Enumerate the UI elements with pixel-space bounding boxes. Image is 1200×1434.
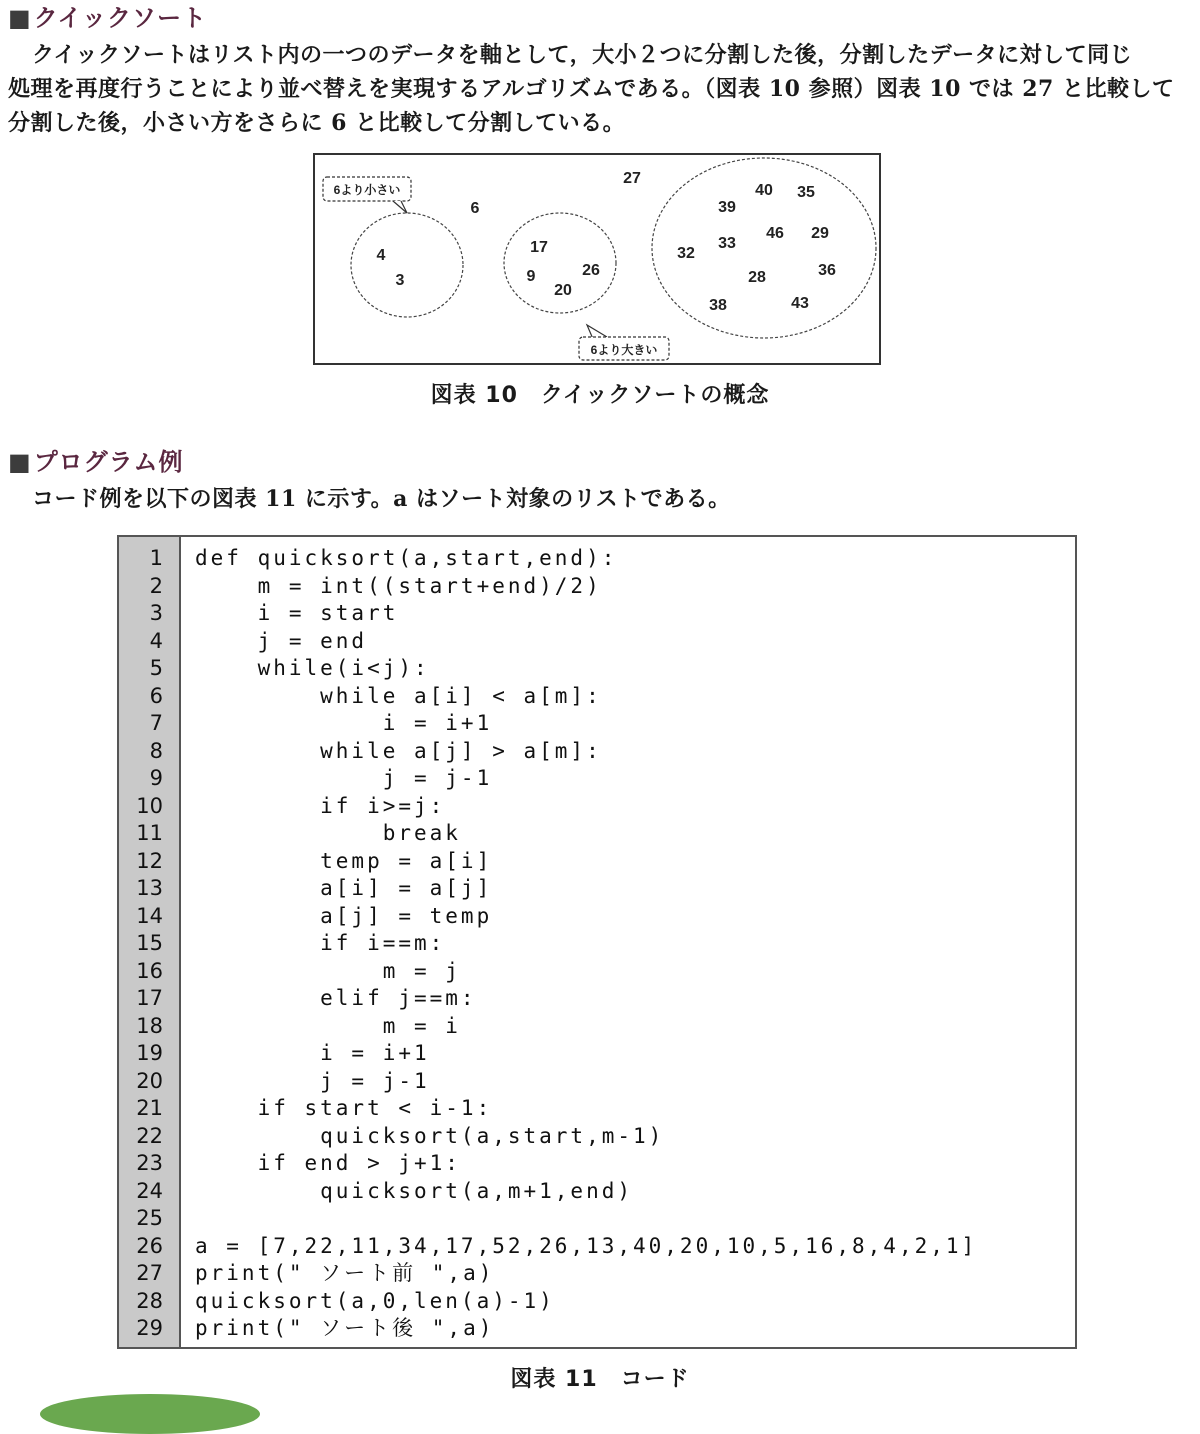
heading-text: プログラム例: [33, 448, 184, 476]
code-text: elif j==m:: [195, 986, 477, 1010]
number: 39: [718, 199, 736, 216]
code-line: [119, 848, 1075, 876]
number: 46: [766, 225, 784, 242]
callout-smaller-than-6: [323, 177, 411, 213]
code-line: [119, 1178, 1075, 1206]
line-number: 4: [149, 628, 163, 653]
line-number: 25: [136, 1206, 163, 1230]
code-text: while a[j] > a[m]:: [195, 738, 602, 763]
code-text: m = i: [195, 1013, 461, 1038]
heading-square-marker: ■: [8, 4, 32, 32]
code-line: [119, 1013, 1075, 1041]
number: 35: [797, 184, 815, 201]
paragraph-line: コード例を以下の図表 11 に示す。a はソート対象のリストである。: [32, 486, 731, 512]
code-line: [119, 903, 1075, 931]
code-text: i = i+1: [195, 1041, 430, 1065]
paragraph-line: 分割した後，小さい方をさらに 6 と比較して分割している。: [8, 110, 626, 136]
code-line: [119, 710, 1075, 738]
code-line: [119, 930, 1075, 958]
quicksort-concept-figure: [313, 153, 881, 365]
code-line: [119, 1288, 1075, 1316]
line-number: 6: [149, 683, 163, 708]
code-line: [119, 1205, 1075, 1233]
pivot-6: 6: [470, 200, 480, 217]
number: 32: [677, 245, 695, 262]
paragraph-line: 処理を再度行うことにより並べ替えを実現するアルゴリズムである。（図表 10 参照）図表 10 では 27 と比較して: [8, 76, 1175, 102]
code-text: if i==m:: [195, 931, 446, 955]
line-number: 29: [136, 1316, 163, 1340]
code-line: [119, 875, 1075, 903]
line-number: 22: [136, 1123, 163, 1148]
number: 17: [530, 239, 548, 256]
number: 20: [554, 282, 572, 299]
code-line: [119, 1315, 1075, 1343]
code-line: [119, 1260, 1075, 1288]
figure10-caption: 図表 10 クイックソートの概念: [430, 383, 770, 408]
callout-larger-than-6: [579, 325, 669, 360]
line-number: 1: [149, 546, 163, 570]
number: 3: [395, 272, 405, 289]
code-line: [119, 985, 1075, 1013]
line-number: 5: [149, 656, 163, 680]
line-number: 2: [149, 573, 163, 598]
code-text: temp = a[i]: [195, 848, 493, 873]
program-description: [8, 482, 1192, 516]
label-larger: 6より大きい: [590, 343, 658, 357]
code-text: quicksort(a,0,len(a)-1): [195, 1288, 555, 1313]
code-text: j = end: [195, 628, 368, 653]
code-line: [119, 793, 1075, 821]
code-text: break: [195, 821, 461, 845]
code-text: m = int((start+end)/2): [195, 573, 602, 598]
code-line: [119, 683, 1075, 711]
line-number: 13: [136, 876, 163, 900]
number: 43: [791, 295, 809, 312]
green-decoration: [40, 1394, 260, 1434]
line-number: 17: [136, 986, 163, 1010]
code-text: if end > j+1:: [195, 1151, 461, 1175]
section-heading-quicksort: [8, 2, 207, 34]
code-line: [119, 545, 1075, 573]
code-text: while(i<j):: [195, 656, 430, 680]
code-text: m = j: [195, 958, 461, 983]
number: 38: [709, 297, 727, 314]
code-text: i = start: [195, 601, 399, 625]
code-text: quicksort(a,m+1,end): [195, 1178, 634, 1203]
line-number: 27: [136, 1261, 163, 1285]
code-line: [119, 958, 1075, 986]
number: 28: [748, 269, 766, 286]
label-smaller: 6より小さい: [333, 183, 401, 197]
line-number: 28: [136, 1288, 163, 1313]
number: 26: [582, 262, 600, 279]
line-number: 26: [136, 1233, 163, 1258]
code-line: [119, 1150, 1075, 1178]
pivot-27: 27: [623, 170, 641, 187]
line-number: 18: [136, 1013, 163, 1038]
code-text: print(" ソート後 ",a): [195, 1316, 495, 1340]
line-number: 19: [136, 1041, 163, 1065]
code-text: j = j-1: [195, 1068, 430, 1093]
number: 4: [376, 247, 386, 264]
line-number: 11: [136, 821, 163, 845]
code-text: while a[i] < a[m]:: [195, 683, 602, 708]
line-number: 10: [136, 793, 163, 818]
line-number: 20: [136, 1068, 163, 1093]
code-text: def quicksort(a,start,end):: [195, 546, 618, 570]
code-text: a = [7,22,11,34,17,52,26,13,40,20,10,5,16,8,4,2,1]: [195, 1233, 978, 1258]
code-text: print(" ソート前 ",a): [195, 1261, 495, 1285]
line-number: 9: [149, 766, 163, 790]
quicksort-description: [8, 38, 1192, 140]
number: 40: [755, 182, 773, 199]
concept-diagram: [315, 155, 879, 363]
figure11-caption: 図表 11 コード: [510, 1367, 690, 1392]
code-line: [119, 628, 1075, 656]
code-text: i = i+1: [195, 711, 493, 735]
line-number: 15: [136, 931, 163, 955]
code-line: [119, 738, 1075, 766]
heading-square-marker: ■: [8, 448, 32, 476]
code-listing: [117, 535, 1077, 1349]
code-line: [119, 1123, 1075, 1151]
code-text: j = j-1: [195, 766, 493, 790]
code-text: a[j] = temp: [195, 903, 493, 928]
code-text: if start < i-1:: [195, 1096, 493, 1120]
code-line: [119, 1068, 1075, 1096]
heading-text: クイックソート: [33, 4, 208, 32]
section-heading-program-example: [8, 446, 183, 478]
paragraph-line: クイックソートはリスト内の一つのデータを軸として，大小２つに分割した後，分割したデータに対して同じ: [32, 42, 1133, 68]
line-number: 8: [149, 738, 163, 763]
group-smaller-than-6: [351, 213, 463, 317]
code-line: [119, 820, 1075, 848]
code-line: [119, 1233, 1075, 1261]
line-number: 24: [136, 1178, 163, 1203]
code-line: [119, 600, 1075, 628]
code-text: quicksort(a,start,m-1): [195, 1123, 665, 1148]
line-number: 3: [149, 601, 163, 625]
code-line: [119, 573, 1075, 601]
number: 29: [811, 225, 829, 242]
code-line: [119, 1040, 1075, 1068]
number: 36: [818, 262, 836, 279]
line-number: 7: [149, 711, 163, 735]
line-number: 21: [136, 1096, 163, 1120]
line-number: 14: [136, 903, 163, 928]
line-number: 12: [136, 848, 163, 873]
code-line: [119, 655, 1075, 683]
line-number: 23: [136, 1151, 163, 1175]
code-text: if i>=j:: [195, 793, 446, 818]
code-line: [119, 1095, 1075, 1123]
number: 9: [526, 268, 536, 285]
line-number: 16: [136, 958, 163, 983]
number: 33: [718, 235, 736, 252]
code-text: a[i] = a[j]: [195, 876, 493, 900]
code-line: [119, 765, 1075, 793]
